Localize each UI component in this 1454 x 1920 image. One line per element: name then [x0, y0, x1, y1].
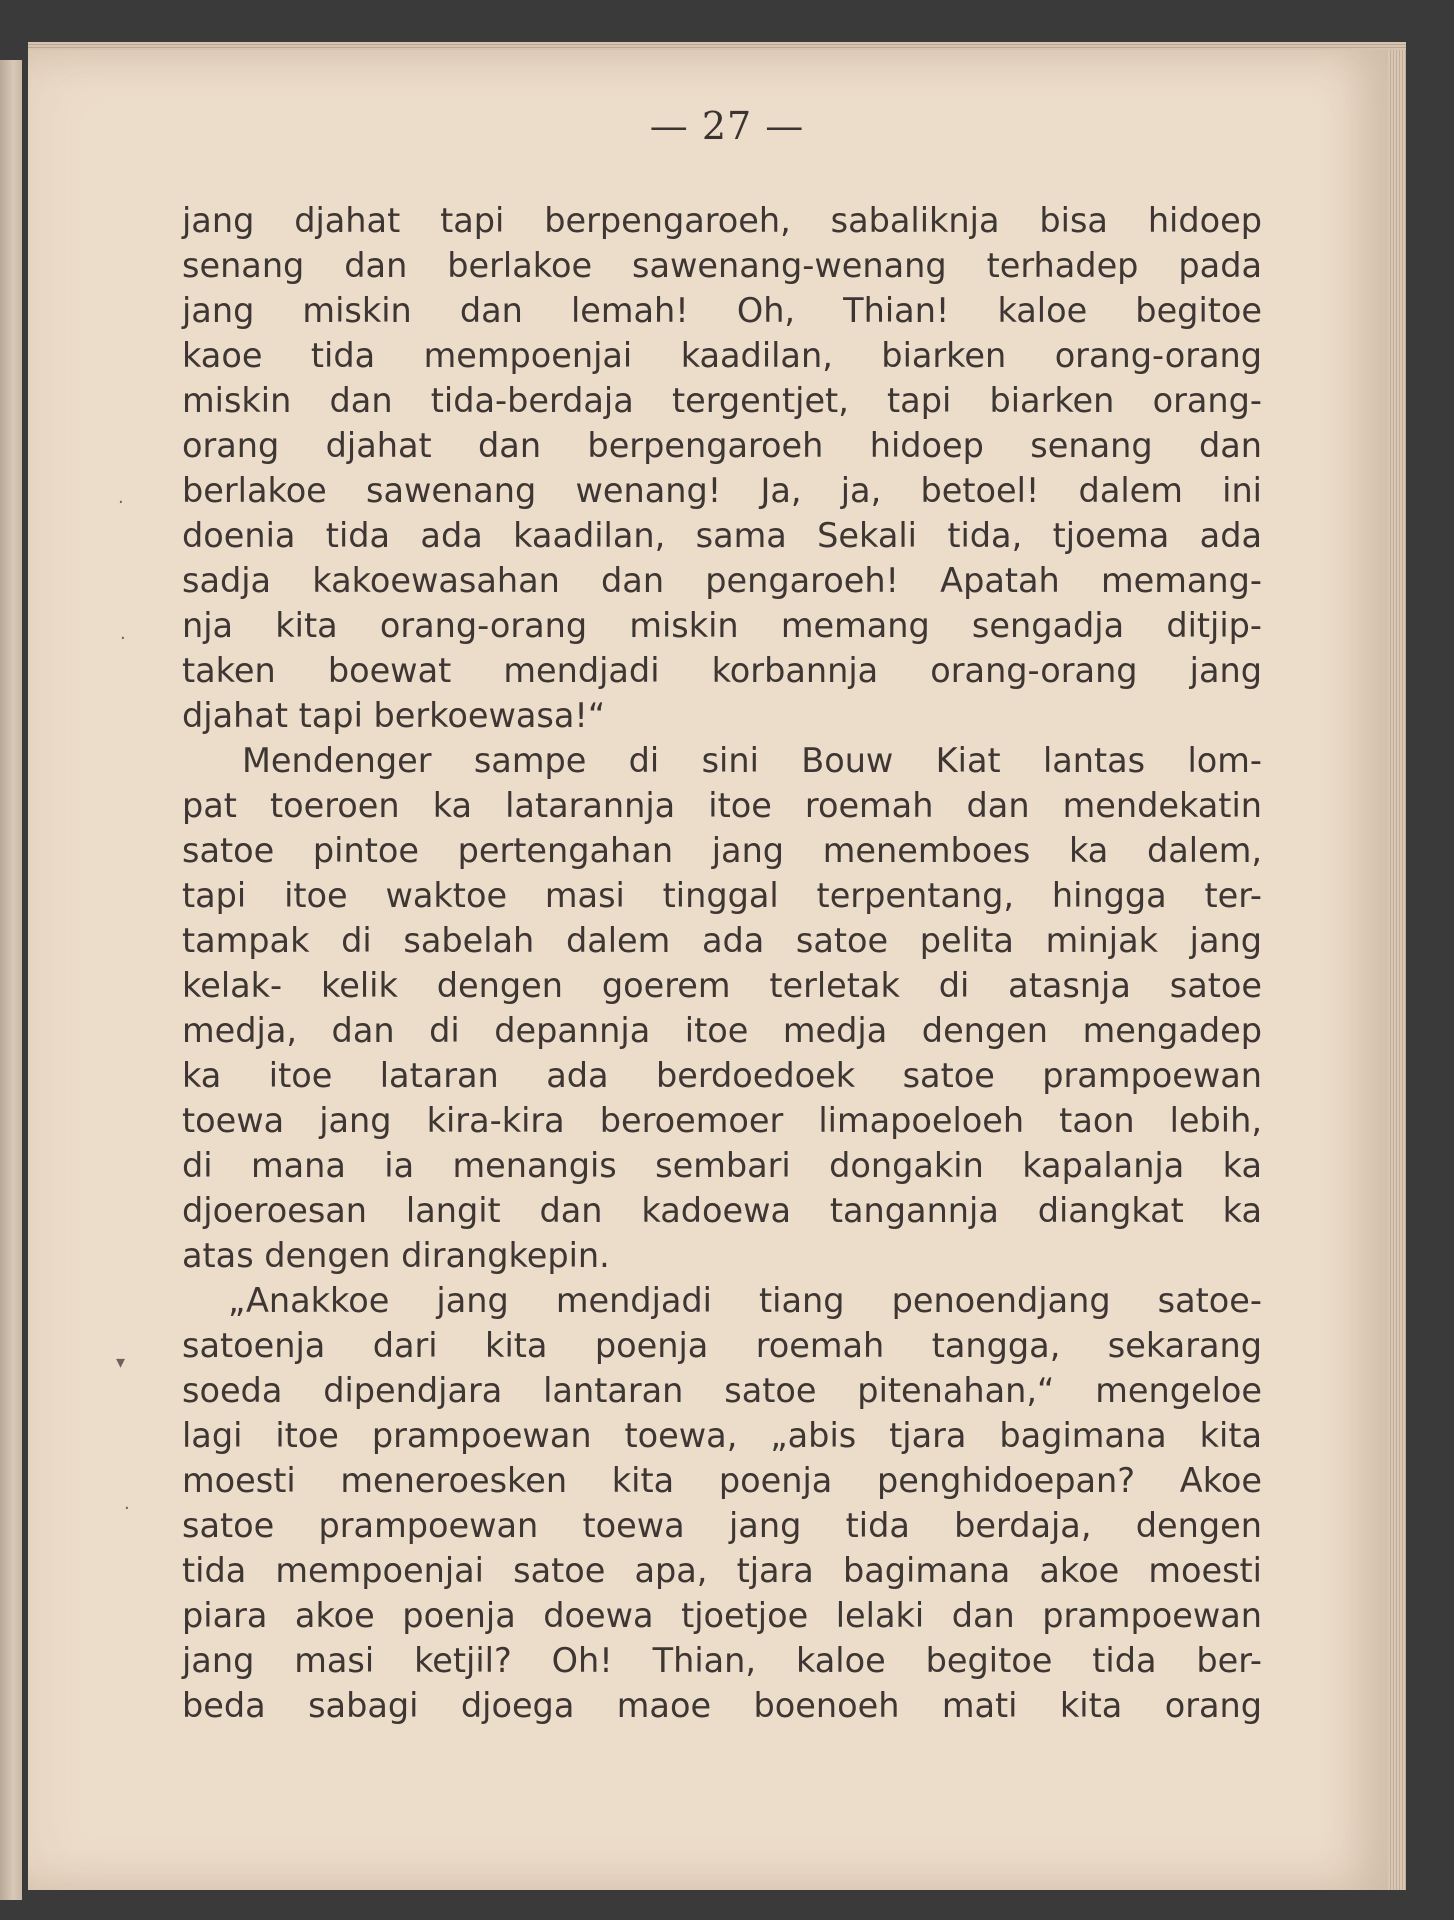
text-line: toewa jang kira-kira beroemoer limapoeloeh taon lebih, [182, 1101, 1262, 1140]
page-stack-edge [1388, 50, 1406, 1890]
margin-mark: ▾ [116, 1352, 126, 1373]
text-line: Mendenger sampe di sini Bouw Kiat lantas lom- [242, 741, 1262, 780]
text-line: senang dan berlakoe sawenang-wenang terhadep pada [182, 246, 1262, 285]
text-line: miskin dan tida-berdaja tergentjet, tapi biarken orang- [182, 381, 1262, 420]
text-line: soeda dipendjara lantaran satoe pitenahan,“ mengeloe [182, 1371, 1262, 1410]
text-line: djoeroesan langit dan kadoewa tangannja diangkat ka [182, 1191, 1262, 1230]
text-line: satoe prampoewan toewa jang tida berdaja, dengen [182, 1506, 1262, 1545]
text-line: lagi itoe prampoewan toewa, „abis tjara bagimana kita [182, 1416, 1262, 1455]
text-line: kaoe tida mempoenjai kaadilan, biarken orang-orang [182, 336, 1262, 375]
margin-mark: · [124, 1498, 130, 1519]
text-line: doenia tida ada kaadilan, sama Sekali tida, tjoema ada [182, 516, 1262, 555]
text-line: jang miskin dan lemah! Oh, Thian! kaloe begitoe [182, 291, 1262, 330]
margin-mark: · [118, 492, 124, 513]
text-line: pat toeroen ka latarannja itoe roemah dan mendekatin [182, 786, 1262, 825]
text-line: satoe pintoe pertengahan jang menemboes ka dalem, [182, 831, 1262, 870]
text-line: orang djahat dan berpengaroeh hidoep senang dan [182, 426, 1262, 465]
body-text [182, 198, 1262, 1728]
text-line: jang djahat tapi berpengaroeh, sabaliknja bisa hidoep [182, 201, 1262, 240]
text-line: djahat tapi berkoewasa!“ [182, 696, 606, 735]
text-line: kelak- kelik dengen goerem terletak di atasnja satoe [182, 966, 1262, 1005]
text-line: nja kita orang-orang miskin memang sengadja ditjip- [182, 606, 1262, 645]
text-line: jang masi ketjil? Oh! Thian, kaloe begitoe tida ber- [182, 1641, 1262, 1680]
text-line: ka itoe lataran ada berdoedoek satoe prampoewan [182, 1056, 1262, 1095]
margin-mark: · [120, 628, 126, 649]
text-line: tampak di sabelah dalem ada satoe pelita minjak jang [182, 921, 1262, 960]
facing-page-edge [0, 60, 22, 1900]
text-line: berlakoe sawenang wenang! Ja, ja, betoel! dalem ini [182, 471, 1262, 510]
text-line: tapi itoe waktoe masi tinggal terpentang, hingga ter- [182, 876, 1262, 915]
text-line: medja, dan di depannja itoe medja dengen mengadep [182, 1011, 1262, 1050]
text-line: di mana ia menangis sembari dongakin kapalanja ka [182, 1146, 1262, 1185]
text-line: „Anakkoe jang mendjadi tiang penoendjang satoe- [228, 1281, 1262, 1320]
text-line: beda sabagi djoega maoe boenoeh mati kita orang [182, 1686, 1262, 1725]
text-line: satoenja dari kita poenja roemah tangga, sekarang [182, 1326, 1262, 1365]
text-line: sadja kakoewasahan dan pengaroeh! Apatah memang- [182, 561, 1262, 600]
text-line: tida mempoenjai satoe apa, tjara bagimana akoe moesti [182, 1551, 1262, 1590]
text-line: taken boewat mendjadi korbannja orang-orang jang [182, 651, 1262, 690]
page-number: — 27 — [649, 104, 805, 148]
text-line: atas dengen dirangkepin. [182, 1236, 610, 1275]
text-line: piara akoe poenja doewa tjoetjoe lelaki dan prampoewan [182, 1596, 1262, 1635]
text-line: moesti meneroesken kita poenja penghidoepan? Akoe [182, 1461, 1262, 1500]
